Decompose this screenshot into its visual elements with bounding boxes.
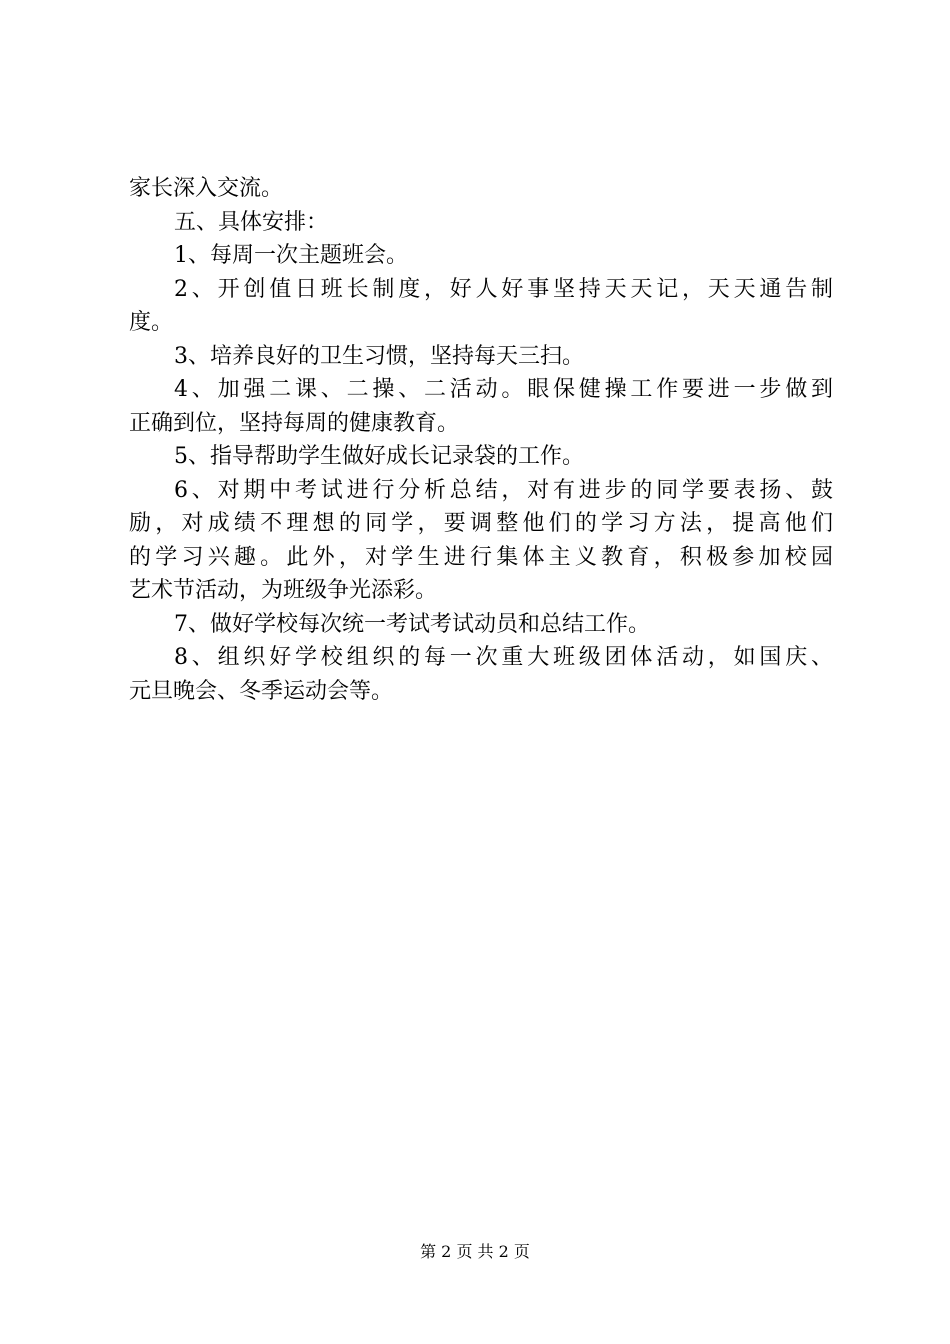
list-item-2-line-2: 度。 (129, 310, 174, 335)
list-item-8-line-1: 8、组织好学校组织的每一次重大班级团体活动，如国庆、 (174, 645, 833, 670)
list-item-6-line-1: 6、对期中考试进行分析总结，对有进步的同学要表扬、鼓 (174, 477, 833, 503)
list-item-6-line-4: 艺术节活动，为班级争光添彩。 (129, 578, 438, 603)
list-item-3: 3、培养良好的卫生习惯，坚持每天三扫。 (174, 343, 584, 369)
list-item-8-line-2: 元旦晚会、冬季运动会等。 (129, 678, 394, 704)
page-footer: 第 2 页 共 2 页 (420, 1242, 530, 1261)
list-item-4-line-2: 正确到位，坚持每周的健康教育。 (129, 410, 460, 436)
list-item-6-line-2: 励，对成绩不理想的同学，要调整他们的学习方法，提高他们 (129, 511, 833, 536)
list-item-7: 7、做好学校每次统一考试考试动员和总结工作。 (174, 611, 650, 637)
section-heading-arrangements: 五、具体安排： (174, 209, 329, 235)
paragraph-continuation: 家长深入交流。 (129, 176, 284, 201)
document-body (129, 172, 833, 708)
list-item-6-line-3: 的学习兴趣。此外，对学生进行集体主义教育，积极参加校园 (129, 544, 833, 570)
list-item-1: 1、每周一次主题班会。 (174, 243, 408, 268)
list-item-2-line-1: 2、开创值日班长制度，好人好事坚持天天记，天天通告制 (174, 276, 833, 302)
list-item-4-line-1: 4、加强二课、二操、二活动。眼保健操工作要进一步做到 (174, 377, 833, 402)
list-item-5: 5、指导帮助学生做好成长记录袋的工作。 (174, 444, 584, 469)
